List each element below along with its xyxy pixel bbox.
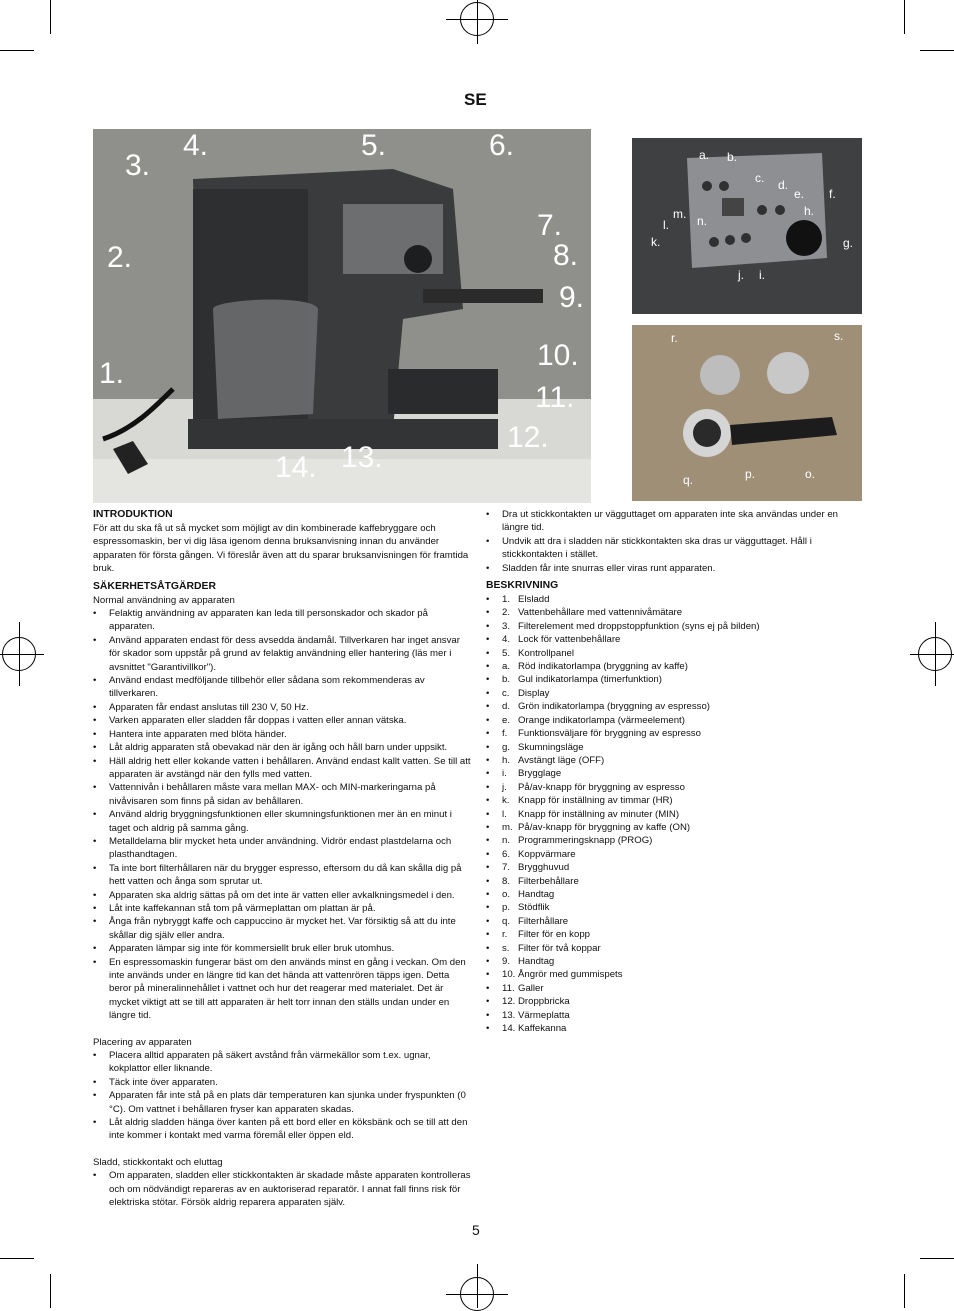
callout-9: 9.: [559, 281, 585, 314]
description-item-label: Vattenbehållare med vattennivåmätare: [518, 607, 683, 619]
description-item-key: • 10.: [502, 969, 516, 981]
description-item-label: Värmeplatta: [518, 1009, 570, 1021]
description-item: [486, 901, 861, 914]
safety-heading: SÄKERHETSÅTGÄRDER: [93, 580, 216, 592]
callout-8: 8.: [553, 239, 579, 272]
callout-1: 1.: [99, 357, 125, 390]
description-item-key: • 11.: [502, 982, 515, 994]
description-item: [486, 673, 861, 686]
description-item: [486, 808, 861, 821]
description-item-key: • 9.: [502, 956, 511, 967]
description-item-label: Filterelement med droppstoppfunktion (syns ej på bilden): [518, 620, 760, 632]
list-item: • Om apparaten, sladden eller stickkontakten är skadade måste apparaten kontrolleras och om nödvändigt repareras av en auktoriserad reparatör. I annat fall finns risk för elektriska stötar. Försök aldrig reparera apparaten själv.: [93, 1169, 473, 1209]
description-item: [486, 727, 861, 740]
description-item-label: Skumningsläge: [518, 741, 584, 753]
description-item-label: Lock för vattenbehållare: [518, 634, 621, 646]
description-item: [486, 754, 861, 767]
list-item: • Hantera inte apparaten med blöta händer.: [93, 728, 473, 741]
description-item-label: Stödflik: [518, 902, 550, 914]
description-item: [486, 942, 861, 955]
description-item-label: Knapp för inställning av timmar (HR): [518, 795, 673, 807]
description-item: [486, 714, 861, 727]
description-item: [486, 861, 861, 874]
safety-sub-normal: Normal användning av apparaten: [93, 594, 235, 606]
intro-body: För att du ska få ut så mycket som möjligt av din kombinerade kaffebryggare och espressomaskin, ber vi dig läsa igenom denna bruksanvisning innan du använder apparaten för första gången. Vi föreslår även att du sparar bruksanvisningen för framtida bruk.: [93, 523, 469, 575]
page-number: 5: [472, 1222, 480, 1238]
parts-callout-r: r.: [671, 331, 678, 345]
product-photo: [93, 129, 591, 503]
description-item-key: • a.: [502, 661, 511, 673]
list-item: • Häll aldrig hett eller kokande vatten i behållaren. Använd endast kallt vatten. Se till att apparaten är avstängd när den fylls med vatten.: [93, 755, 473, 782]
callout-14: 14.: [275, 451, 317, 484]
list-item: • Apparaten får endast anslutas till 230 V, 50 Hz.: [93, 701, 473, 714]
description-item-label: Galler: [518, 982, 544, 994]
safety-list-placement: [93, 1049, 473, 1143]
description-item-key: • 8.: [502, 875, 511, 887]
description-item-key: • 14.: [502, 1023, 516, 1035]
panel-callout-f: f.: [829, 187, 836, 201]
description-item-key: • i.: [502, 768, 507, 780]
description-item-label: Brygghuvud: [518, 862, 570, 874]
description-item-label: Avstängt läge (OFF): [518, 754, 605, 766]
description-item-label: Koppvärmare: [518, 848, 576, 860]
description-item-key: • 1.: [502, 594, 511, 606]
description-list: [486, 593, 861, 1035]
description-item: [486, 606, 861, 619]
description-item-key: • c.: [502, 687, 510, 699]
parts-callout-p: p.: [745, 467, 756, 481]
description-item-key: • g.: [502, 741, 511, 753]
description-item: [486, 633, 861, 646]
list-item: • Apparaten lämpar sig inte för kommersiellt bruk eller bruk utomhus.: [93, 942, 473, 955]
description-item: [486, 875, 861, 888]
description-item: [486, 848, 861, 861]
panel-callout-g: g.: [843, 236, 854, 250]
description-item: [486, 767, 861, 780]
description-item: [486, 928, 861, 941]
parts-callout-s: s.: [834, 329, 844, 343]
description-item-label: På/av-knapp för bryggning av kaffe (ON): [518, 821, 691, 833]
list-item: • Använd apparaten endast för dess avsedda ändamål. Tillverkaren har inget ansvar för skador som uppstår på grund av felaktig användning eller hantering (läs mer i avsnittet "Garantivillkor").: [93, 634, 473, 674]
callout-7: 7.: [537, 209, 563, 242]
description-item-label: Röd indikatorlampa (bryggning av kaffe): [518, 661, 688, 673]
description-item-key: • 13.: [502, 1009, 516, 1021]
description-item: [486, 1022, 861, 1035]
description-item-key: • f.: [502, 728, 508, 740]
description-item-label: Display: [518, 687, 550, 699]
description-item-label: Droppbricka: [518, 996, 570, 1008]
description-item-label: Kaffekanna: [518, 1023, 567, 1035]
callout-2: 2.: [107, 241, 133, 274]
description-item: [486, 982, 861, 995]
parts-callout-o: o.: [805, 467, 816, 481]
description-item: [486, 834, 861, 847]
description-item-label: Orange indikatorlampa (värmeelement): [518, 714, 685, 726]
description-item-key: • 4.: [502, 634, 511, 646]
description-item: [486, 968, 861, 981]
description-item-key: • e.: [502, 714, 511, 726]
list-item: • Undvik att dra i sladden när stickkontakten ska dras ur vägguttaget. Håll i stickkontakten i stället.: [486, 535, 861, 562]
list-item: • Ta inte bort filterhållaren när du brygger espresso, eftersom du då kan skålla dig på hett vatten och ånga som sprutar ut.: [93, 862, 473, 889]
safety-sub-placement: Placering av apparaten: [93, 1036, 192, 1048]
description-item-key: • b.: [502, 674, 511, 686]
description-item-label: Programmeringsknapp (PROG): [518, 835, 653, 847]
description-item-key: • 5.: [502, 647, 511, 659]
list-item: • Varken apparaten eller sladden får doppas i vatten eller annan vätska.: [93, 714, 473, 727]
panel-callout-b: b.: [727, 150, 738, 164]
safety-list-cord-continued: [486, 508, 861, 575]
panel-callout-h: h.: [804, 204, 815, 218]
panel-callout-e: e.: [794, 187, 805, 201]
list-item: • Låt aldrig apparaten stå obevakad när den är igång och håll barn under uppsikt.: [93, 741, 473, 754]
safety-list-cord: [93, 1169, 473, 1209]
panel-callout-i: i.: [759, 268, 765, 282]
left-column: [93, 508, 473, 1210]
list-item: • Apparaten ska aldrig sättas på om det inte är vatten eller avkalkningsmedel i den.: [93, 889, 473, 902]
panel-callout-k: k.: [651, 235, 661, 249]
list-item: • Sladden får inte snurras eller viras runt apparaten.: [486, 562, 861, 575]
callout-10: 10.: [537, 339, 579, 372]
parts-callout-q: q.: [683, 473, 694, 487]
panel-callout-j: j.: [738, 268, 744, 282]
description-item-label: Filter för två koppar: [518, 942, 601, 954]
panel-callout-d: d.: [778, 178, 789, 192]
description-item: [486, 915, 861, 928]
callout-6: 6.: [489, 129, 515, 162]
description-item: [486, 741, 861, 754]
description-item-key: • o.: [502, 888, 511, 900]
description-item-key: • k.: [502, 795, 510, 807]
description-item: [486, 955, 861, 968]
description-item-label: Funktionsväljare för bryggning av espresso: [518, 728, 701, 740]
panel-callout-a: a.: [699, 148, 710, 162]
list-item: • Metalldelarna blir mycket heta under användning. Vidrör endast plastdelarna och plasthandtagen.: [93, 835, 473, 862]
description-item-label: Ångrör med gummispets: [518, 969, 623, 981]
description-item-label: Brygglage: [518, 768, 562, 780]
description-item-label: Knapp för inställning av minuter (MIN): [518, 808, 680, 820]
callout-11: 11.: [535, 381, 575, 414]
list-item: • Vattennivån i behållaren måste vara mellan MAX- och MIN-markeringarna på nivåvisaren som finns på sidan av behållaren.: [93, 781, 473, 808]
list-item: • Ånga från nybryggt kaffe och cappuccino är mycket het. Var försiktig så att du inte skållar dig själv eller andra.: [93, 915, 473, 942]
list-item: • Täck inte över apparaten.: [93, 1076, 473, 1089]
right-column: [486, 508, 861, 1035]
list-item: • Låt aldrig sladden hänga över kanten på ett bord eller en köksbänk och se till att den inte kommer i kontakt med varma föremål eller öppen eld.: [93, 1116, 473, 1143]
list-item: • Låt inte kaffekannan stå tom på värmeplattan om plattan är på.: [93, 902, 473, 915]
description-item: [486, 781, 861, 794]
description-item: [486, 620, 861, 633]
language-code: SE: [464, 90, 487, 109]
callout-13: 13.: [341, 441, 383, 474]
description-item: [486, 660, 861, 673]
panel-callout-m: m.: [673, 207, 687, 221]
safety-sub-cord: Sladd, stickkontakt och eluttag: [93, 1156, 223, 1168]
description-heading: BESKRIVNING: [486, 580, 559, 592]
list-item: • En espressomaskin fungerar bäst om den används minst en gång i veckan. Om den inte används under en längre tid kan det hända att vattenrören täpps igen. Detta beror på mineralinnehållet i vattnet och hur det reagerar med materialet. Det är mycket viktigt att se till att apparaten är helt torr innan den ställs undan under en längre tid.: [93, 956, 473, 1023]
callout-5: 5.: [361, 129, 387, 162]
description-item-label: Filterhållare: [518, 915, 569, 927]
description-item-key: • s.: [502, 942, 510, 954]
description-item-key: • j.: [502, 781, 507, 793]
parts-photo: [632, 325, 862, 501]
description-item-label: Grön indikatorlampa (bryggning av espresso): [518, 701, 710, 713]
list-item: • Apparaten får inte stå på en plats där temperaturen kan sjunka under fryspunkten (0 °C). Om vattnet i behållaren fryser kan apparaten skadas.: [93, 1089, 473, 1116]
description-item-key: • 3.: [502, 620, 511, 632]
description-item-key: • n.: [502, 835, 511, 847]
description-item-label: Handtag: [518, 888, 555, 900]
callout-3: 3.: [125, 149, 151, 182]
description-item-label: Filter för en kopp: [518, 929, 590, 941]
description-item-key: • l.: [502, 808, 507, 820]
description-item: [486, 995, 861, 1008]
description-item: [486, 647, 861, 660]
safety-list-normal: [93, 607, 473, 1023]
control-panel-photo: [632, 138, 862, 314]
description-item-key: • q.: [502, 915, 511, 927]
panel-callout-n: n.: [697, 214, 708, 228]
list-item: • Dra ut stickkontakten ur vägguttaget om apparaten inte ska användas under en längre tid.: [486, 508, 861, 535]
list-item: • Använd aldrig bryggningsfunktionen eller skumningsfunktionen mer än en minut i taget och aldrig på samma gång.: [93, 808, 473, 835]
description-item-label: Filterbehållare: [518, 875, 579, 887]
panel-callout-c: c.: [755, 171, 765, 185]
description-item-label: Kontrollpanel: [518, 647, 575, 659]
intro-heading: INTRODUKTION: [93, 509, 173, 520]
description-item: [486, 794, 861, 807]
list-item: • Placera alltid apparaten på säkert avstånd från värmekällor som t.ex. ugnar, kokplattor eller liknande.: [93, 1049, 473, 1076]
description-item-key: • m.: [502, 821, 513, 833]
description-item: [486, 687, 861, 700]
description-item-key: • h.: [502, 754, 511, 766]
description-item-label: Gul indikatorlampa (timerfunktion): [518, 674, 662, 686]
description-item-label: Elsladd: [518, 594, 550, 606]
description-item-key: • p.: [502, 902, 511, 914]
description-item: [486, 593, 861, 606]
list-item: • Felaktig användning av apparaten kan leda till personskador och skador på apparaten.: [93, 607, 473, 634]
description-item-key: • 6.: [502, 848, 511, 860]
description-item: [486, 888, 861, 901]
description-item-key: • 7.: [502, 862, 511, 874]
description-item-label: Handtag: [518, 956, 555, 967]
description-item: [486, 1009, 861, 1022]
description-item-key: • r.: [502, 929, 508, 941]
callout-4: 4.: [183, 129, 209, 162]
callout-12: 12.: [507, 421, 549, 454]
panel-callout-l: l.: [663, 218, 669, 232]
description-item-key: • 12.: [502, 996, 516, 1008]
description-item: [486, 821, 861, 834]
list-item: • Använd endast medföljande tillbehör eller sådana som rekommenderas av tillverkaren.: [93, 674, 473, 701]
description-item: [486, 700, 861, 713]
description-item-key: • d.: [502, 701, 511, 713]
description-item-label: På/av-knapp för bryggning av espresso: [518, 781, 685, 793]
description-item-key: • 2.: [502, 607, 511, 619]
